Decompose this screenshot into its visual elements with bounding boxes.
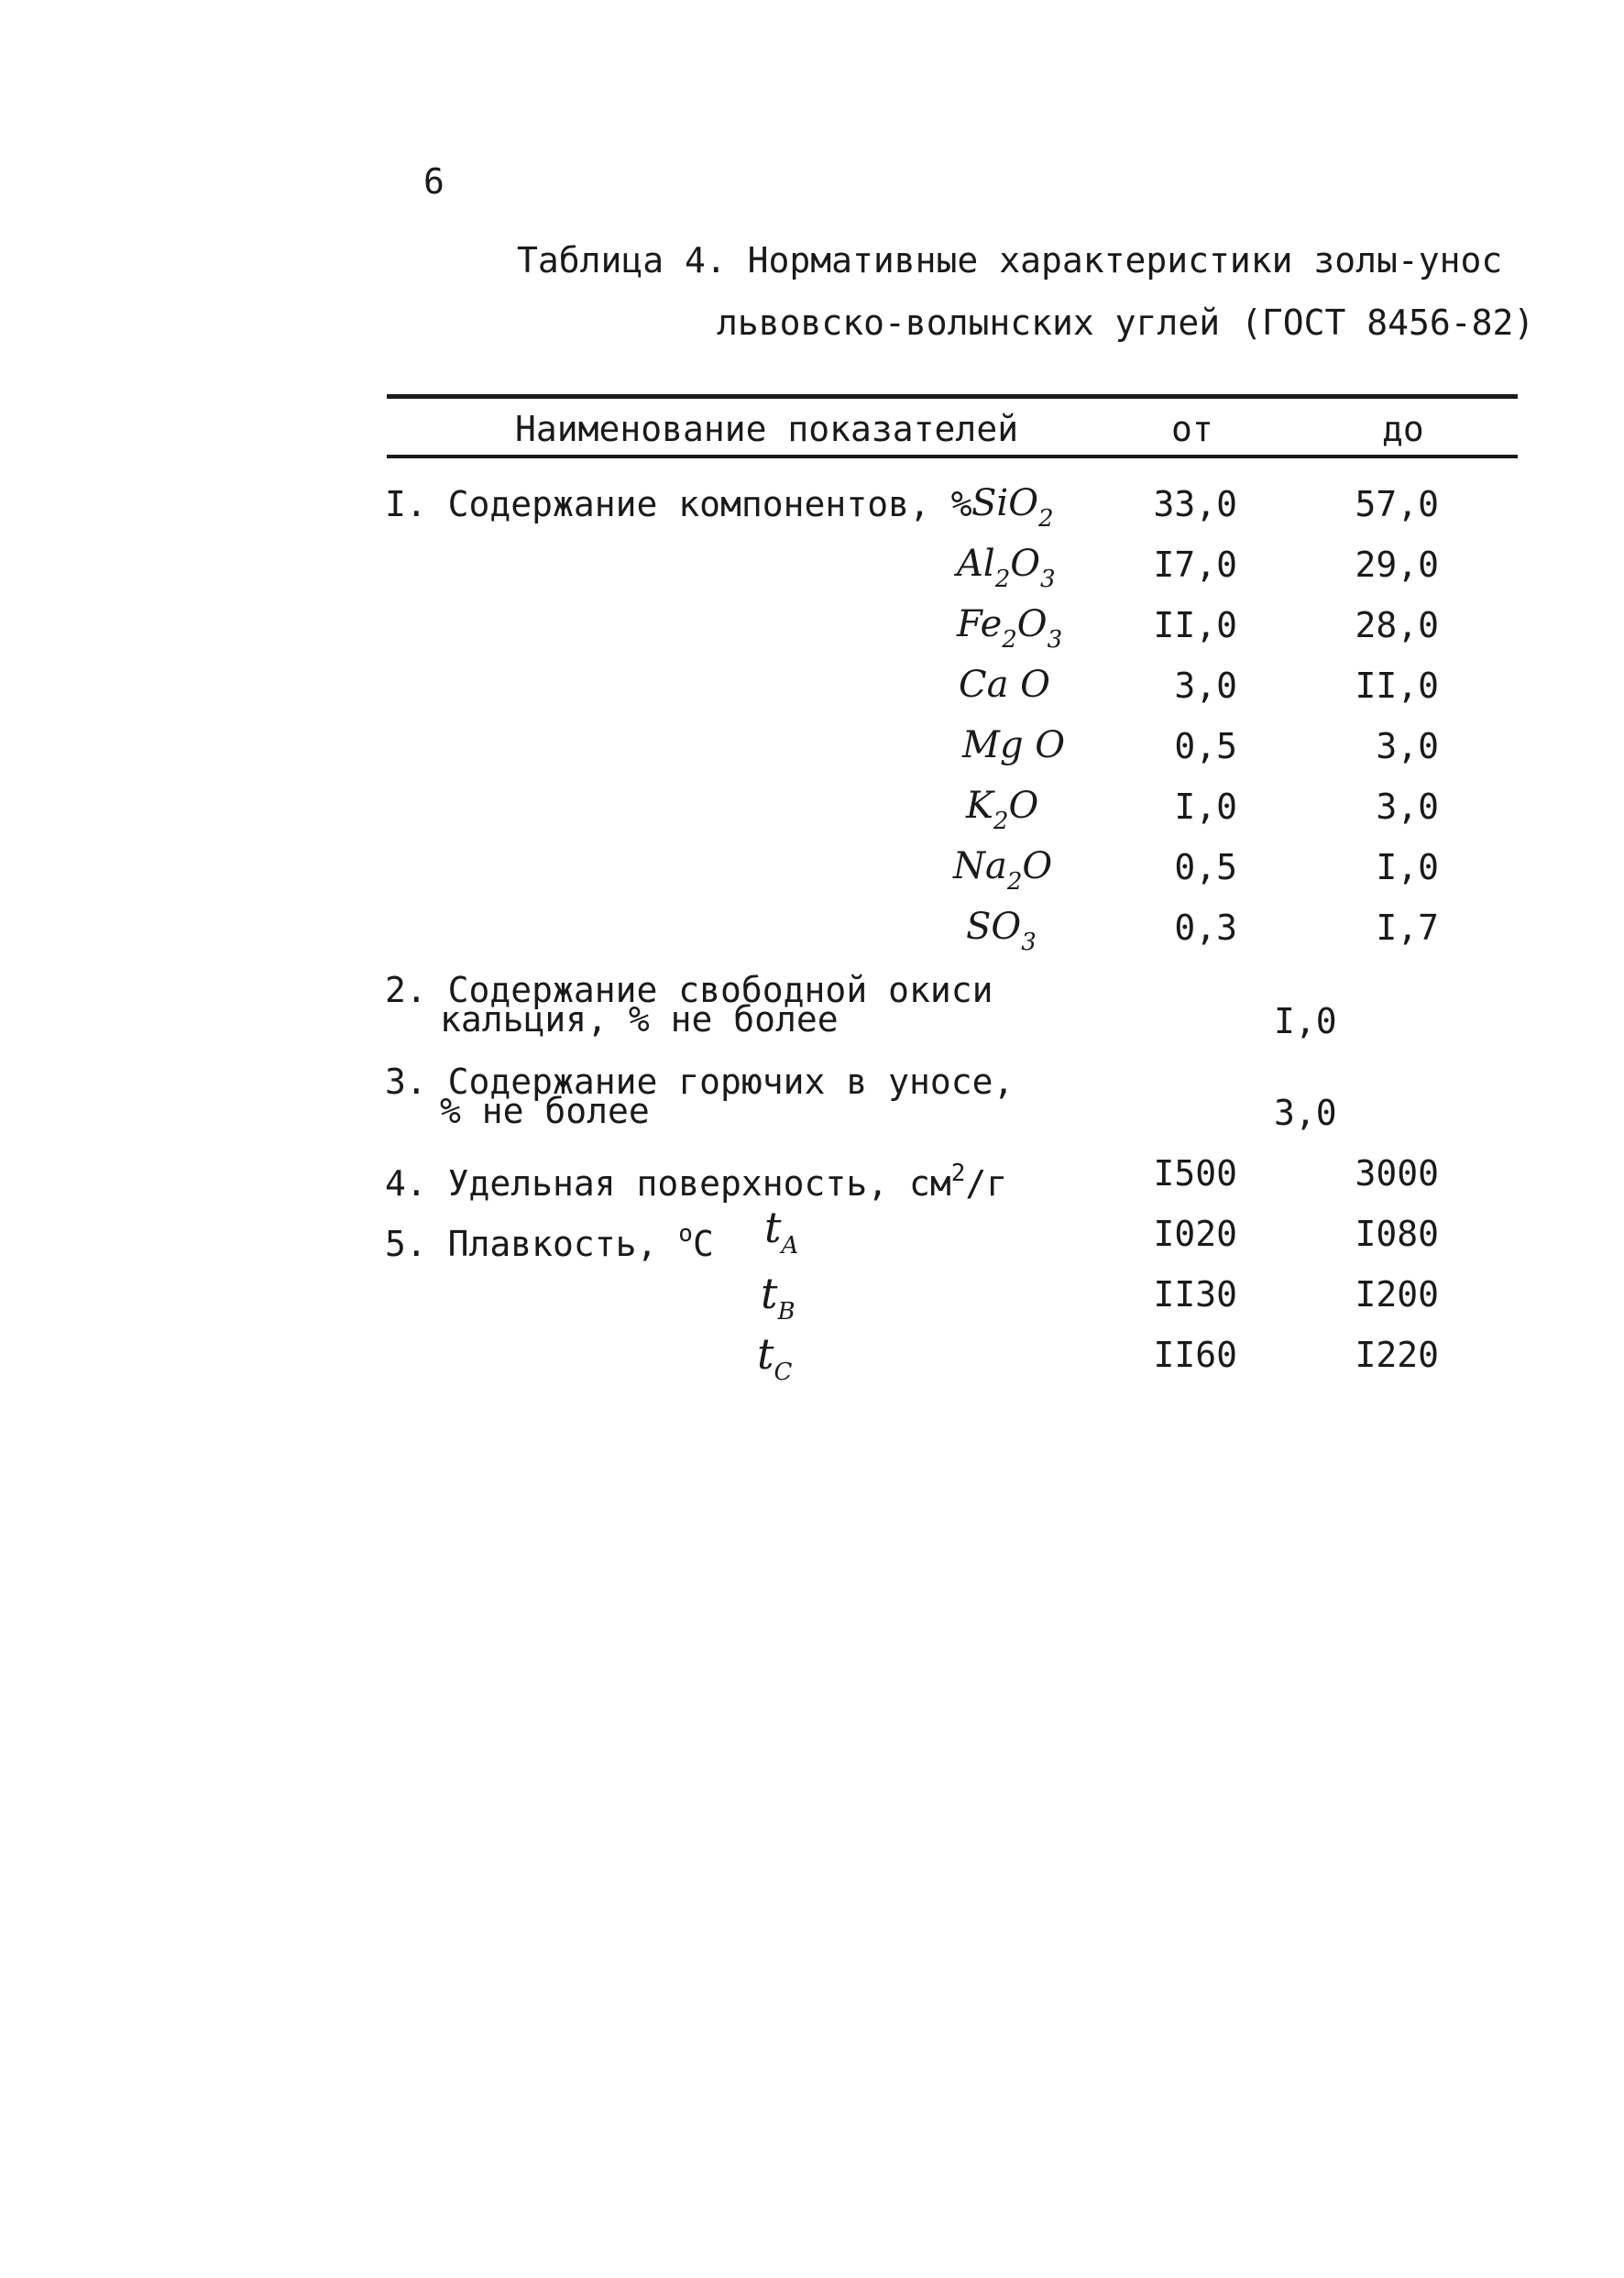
header-name: Наименование показателей (515, 409, 1019, 449)
formula-cao: Ca O (959, 664, 1050, 706)
so3-from: 0,3 (1174, 908, 1237, 948)
header-to: до (1382, 409, 1424, 449)
fe2o3-to: 28,0 (1355, 605, 1439, 645)
mgo-from: 0,5 (1174, 726, 1237, 766)
sio2-to: 57,0 (1355, 484, 1439, 524)
row4-from: I500 (1153, 1153, 1237, 1194)
cao-from: 3,0 (1174, 666, 1237, 706)
formula-al2o3: $Al_2O_3$ (957, 543, 1056, 593)
temp-tb: $t_B$ (761, 1269, 796, 1326)
row4-label: 4. Удельная поверхность, $см^2/г$ (385, 1160, 1008, 1204)
table-title-line2: львовско-волынских углей (ГОСТ 8456-82) (717, 303, 1535, 343)
ta-from: I020 (1153, 1214, 1237, 1254)
temp-ta: $t_A$ (764, 1203, 799, 1260)
al2o3-from: I7,0 (1153, 545, 1237, 585)
na2o-from: 0,5 (1174, 847, 1237, 887)
formula-so3: $SO_3$ (966, 906, 1037, 956)
tc-to: I220 (1355, 1335, 1439, 1375)
so3-to: I,7 (1376, 908, 1439, 948)
header-bottom-rule (387, 455, 1518, 458)
k2o-to: 3,0 (1376, 787, 1439, 827)
formula-fe2o3: $Fe_2O_3$ (957, 603, 1063, 654)
ta-to: I080 (1355, 1214, 1439, 1254)
fe2o3-from: II,0 (1153, 605, 1237, 645)
formula-k2o: $K_2O$ (966, 785, 1039, 835)
tb-to: I200 (1355, 1274, 1439, 1315)
na2o-to: I,0 (1376, 847, 1439, 887)
row3-label-line2: % не более (440, 1091, 650, 1131)
page-number: 6 (423, 161, 444, 202)
row2-label-line1: 2. Содержание свободной окиси (385, 970, 993, 1010)
header-from: от (1171, 409, 1213, 449)
sio2-from: 33,0 (1153, 484, 1237, 524)
tc-from: II60 (1153, 1335, 1237, 1375)
row3-label-line1: 3. Содержание горючих в уносе, (385, 1062, 1015, 1102)
table-top-rule (387, 394, 1518, 399)
k2o-from: I,0 (1174, 787, 1237, 827)
row5-label: 5. Плавкость, $^o$C (385, 1220, 714, 1264)
al2o3-to: 29,0 (1355, 545, 1439, 585)
formula-mgo: Mg O (962, 724, 1066, 766)
formula-sio2: SiO$_2$ (971, 482, 1054, 533)
row2-label-line2: кальция, % не более (440, 999, 839, 1040)
formula-na2o: $Na_2O$ (953, 845, 1053, 896)
row3-value: 3,0 (1274, 1093, 1337, 1133)
tb-from: II30 (1153, 1274, 1237, 1315)
mgo-to: 3,0 (1376, 726, 1439, 766)
row4-to: 3000 (1355, 1153, 1439, 1194)
table-title-line1: Таблица 4. Нормативные характеристики золы-унос (517, 240, 1503, 281)
row1-label: I. Содержание компонентов, % (385, 484, 972, 524)
row2-value: I,0 (1274, 1001, 1337, 1041)
cao-to: II,0 (1355, 666, 1439, 706)
temp-tc: $t_C$ (757, 1329, 793, 1386)
